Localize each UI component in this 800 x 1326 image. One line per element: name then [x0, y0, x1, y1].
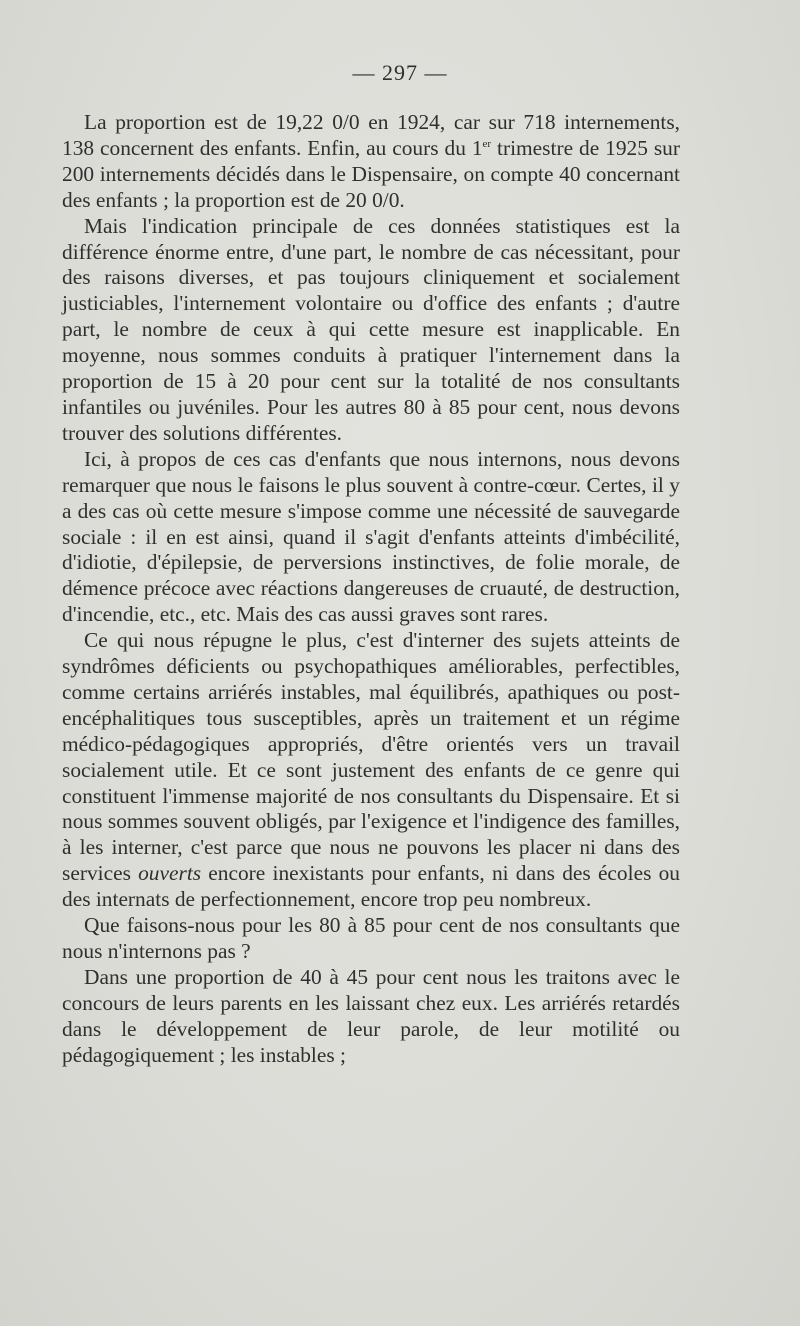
paragraph-1-text-a: La proportion est de 19,22 0/0 en 1924, car sur 718 internements, 138 concernent des enfants. Enfin, au cours du 1 — [62, 110, 680, 160]
paragraph-4 — [62, 628, 680, 913]
italic-word: ouverts — [138, 861, 202, 886]
paragraph-5: Que faisons-nous pour les 80 à 85 pour cent de nos consultants que nous n'internons pas ? — [62, 913, 680, 963]
body-text — [62, 110, 680, 1069]
paragraph-4-text-b: encore inexistants pour enfants, ni dans des écoles ou des internats de perfectionnement, encore trop peu nombreux. — [62, 861, 680, 912]
paragraph-6: Dans une proportion de 40 à 45 pour cent nous les traitons avec le concours de leurs parents en les laissant chez eux. Les arriérés retardés dans le développement de leur parole, de leur motilité ou pédagogiquement ; les instables ; — [62, 964, 680, 1067]
ordinal-superscript: er — [482, 137, 492, 150]
page-number: — 297 — — [352, 60, 448, 85]
paragraph-3: Ici, à propos de ces cas d'enfants que nous internons, nous devons remarquer que nous le faisons le plus souvent à contre-cœur. Certes, il y a des cas où cette mesure s'impose comme une nécessité de sauvegarde sociale : il en est ainsi, quand il s'agit d'enfants atteints d'imbécilité, d'idiotie, d'épilepsie, de perversions instinctives, de folie morale, de démence précoce avec réactions dangereuses de cruauté, de destruction, d'incendie, etc., etc. Mais des cas aussi graves sont rares. — [62, 446, 680, 627]
paragraph-2: Mais l'indication principale de ces données statistiques est la différence énorme entre, d'une part, le nombre de cas nécessitant, pour des raisons diverses, et pas toujours cliniquement et socialement justiciables, l'internement volontaire ou d'office des enfants ; d'autre part, le nombre de ceux à qui cette mesure est inapplicable. En moyenne, nous sommes conduits à pratiquer l'internement dans la proportion de 15 à 20 pour cent sur la totalité de nos consultants infantiles ou juvéniles. Pour les autres 80 à 85 pour cent, nous devons trouver des solutions différentes. — [62, 213, 680, 445]
paragraph-1 — [62, 110, 680, 214]
paragraph-4-text-a: Ce qui nous répugne le plus, c'est d'interner des sujets atteints de syndrômes déficients ou psychopathiques améliorables, perfectibles, comme certains arriérés instables, mal équilibrés, apathiques ou post-encéphalitiques tous susceptibles, après un traitement et un régime médico-pédagogiques appropriés, d'être orientés vers un travail socialement utile. Et ce sont justement des enfants de ce genre qui constituent l'immense majorité de nos consultants du Dispensaire. Et si nous sommes souvent obligés, par l'exigence et l'indigence des familles, à les interner, c'est parce que nous ne pouvons les placer ni dans des services — [62, 628, 680, 886]
paragraph-1-text-b: trimestre de 1925 sur 200 internements décidés dans le Dispensaire, on compte 40 concernant des enfants ; la proportion est de 20 0/0. — [62, 135, 680, 212]
